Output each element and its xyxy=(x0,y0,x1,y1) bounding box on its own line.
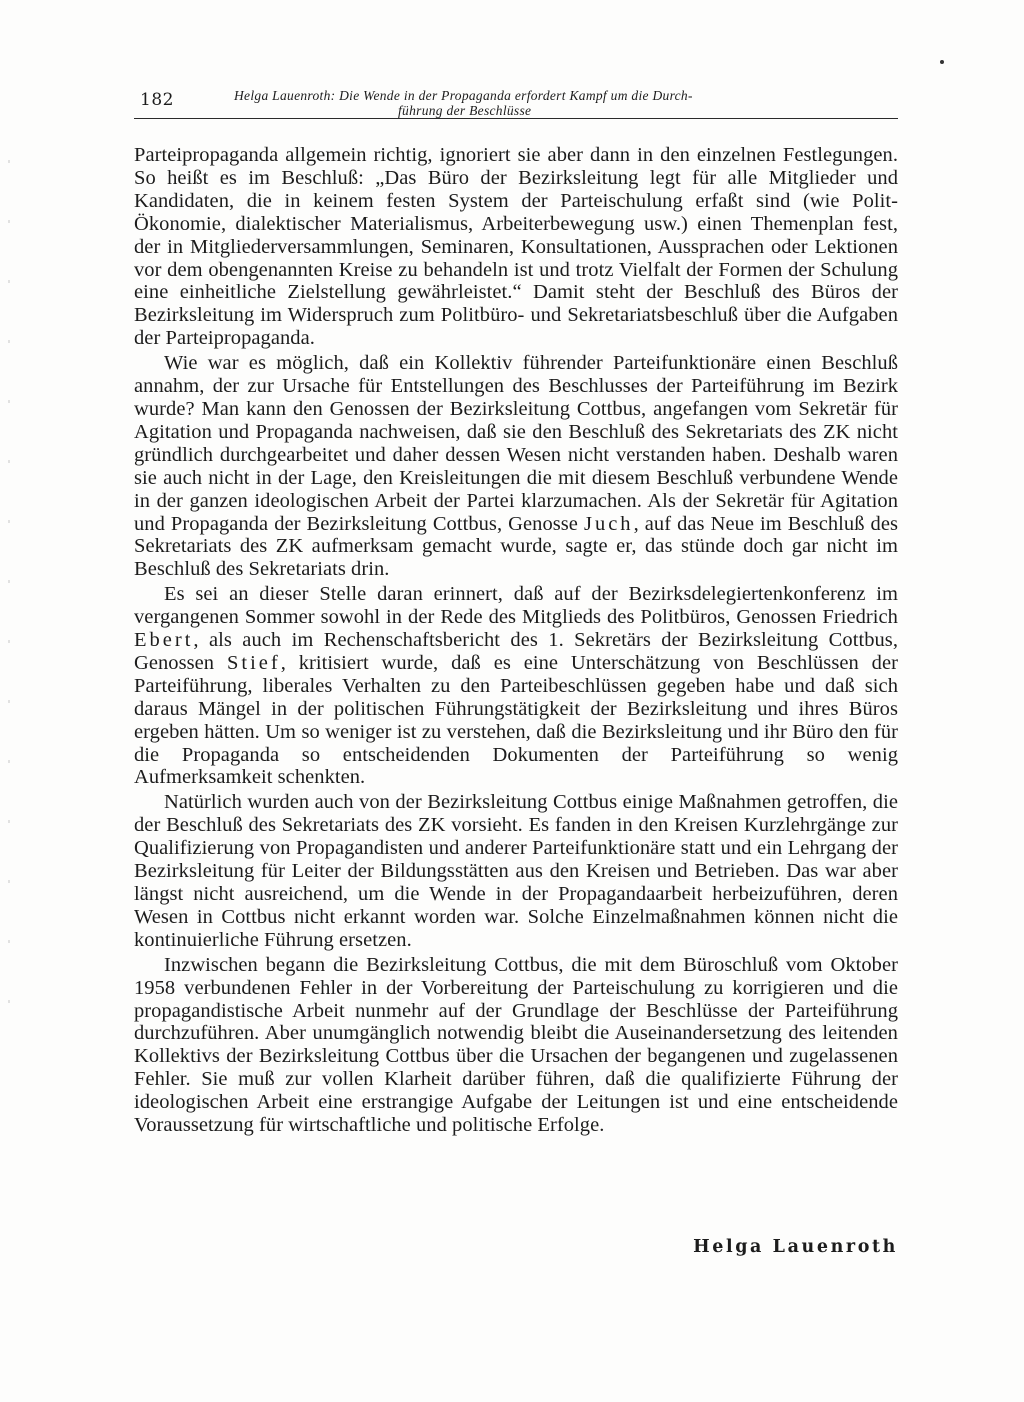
paragraph-text: , auf das Neue im Beschluß des Sekretariats des ZK aufmerksam gemacht wurde, sagte er, das stünde doch gar nicht im Beschluß des Sekretariats drin. xyxy=(134,512,898,581)
paragraph-text: , als auch im Rechenschaftsbericht des 1. Sekretärs der Bezirksleitung Cottbus, Genossen xyxy=(134,629,898,674)
running-header xyxy=(134,84,898,119)
paragraph-3 xyxy=(134,583,898,789)
running-title-line-1: Helga Lauenroth: Die Wende in der Propaganda erfordert Kampf um die Durch- xyxy=(234,88,693,103)
paragraph-1 xyxy=(134,144,898,350)
scan-margin-specks xyxy=(8,160,10,1060)
page-number: 182 xyxy=(140,90,174,110)
paragraph-2 xyxy=(134,352,898,581)
paragraph-text: , kritisiert wurde, daß es eine Unterschätzung von Beschlüssen der Parteiführung, liberales Verhalten zu den Parteibeschlüssen gegeben habe und daß sich daraus Mängel in der politischen Führungstätigkeit der Bezirksleitung und ihres Büros ergeben hätten. Um so weniger ist zu verstehen, daß die Bezirksleitung und ihr Büro den für die Propaganda so entscheidenden Dokumenten der Parteiführung so wenig Aufmerksamkeit schenkten. xyxy=(134,651,898,789)
running-title xyxy=(234,88,898,118)
paragraph-text: Parteipropaganda allgemein richtig, ignoriert sie aber dann in den einzelnen Festlegungen. So heißt es im Beschluß: „Das Büro der Bezirksleitung legt für alle Mitglieder und Kandidaten, die in keinem festen System der Parteischulung erfaßt sind (wie Polit-Ökonomie, dialektischer Materialismus, Arbeiterbewegung usw.) einen Themenplan fest, der in Mitgliederversammlungen, Seminaren, Konsultationen, Aussprachen oder Lektionen vor dem obengenannten Kreise zu behandeln ist und trotz Vielfalt der Formen der Schulung eine einheitliche Zielstellung gewährleistet.“ Damit steht der Beschluß des Büros der Bezirksleitung im Widerspruch zum Politbüro- und Sekretariatsbeschluß über die Aufgaben der Parteipropaganda. xyxy=(134,144,898,350)
spaced-name-ebert: Ebert xyxy=(134,629,194,652)
paragraph-5 xyxy=(134,954,898,1137)
author-signature: Helga Lauenroth xyxy=(693,1237,898,1257)
paragraph-4 xyxy=(134,791,898,951)
paragraph-text: Inzwischen begann die Bezirksleitung Cottbus, die mit dem Büroschluß vom Oktober 1958 verbundenen Fehler in der Vorbereitung der Parteischulung zu korrigieren und die propagandistische Arbeit nunmehr auf der Grundlage der Beschlüsse der Parteiführung durchzuführen. Aber unumgänglich notwendig bleibt die Auseinandersetzung des leitenden Kollektivs der Bezirksleitung Cottbus über die Ursachen der begangenen und zugelassenen Fehler. Sie muß zur vollen Klarheit darüber führen, daß die qualifizierte Führung der ideologischen Arbeit eine erstrangige Aufgabe der Leitungen ist und eine entscheidende Voraussetzung für wirtschaftliche und politische Erfolge. xyxy=(134,953,898,1137)
article-body xyxy=(134,144,898,1139)
paragraph-text: Es sei an dieser Stelle daran erinnert, daß auf der Bezirksdelegiertenkonferenz im vergangenen Sommer sowohl in der Rede des Mitglieds des Politbüros, Genossen Friedrich xyxy=(134,583,898,629)
paragraph-text: Natürlich wurden auch von der Bezirksleitung Cottbus einige Maßnahmen getroffen, die der Beschluß des Sekretariats des ZK vorsieht. Es fanden in den Kreisen Kurzlehrgänge zur Qualifizierung von Propagandisten und anderer Parteifunktionäre statt und ein Lehrgang der Bezirksleitung für Leiter der Bildungsstätten aus den Kreisen und Betrieben. Das war aber längst nicht ausreichend, um die Wende in der Propagandaarbeit herbeizuführen, deren Wesen in Cottbus nicht erkannt worden war. Solche Einzelmaßnahmen können nicht die kontinuierliche Führung ersetzen. xyxy=(134,791,898,951)
spaced-name-stief: Stief xyxy=(226,651,281,674)
paragraph-text: Wie war es möglich, daß ein Kollektiv führender Parteifunktionäre einen Beschluß annahm, der zur Ursache für Entstellungen des Beschlusses der Parteiführung im Bezirk wurde? Man kann den Genossen der Bezirksleitung Cottbus, angefangen vom Sekretär für Agitation und Propaganda nachweisen, daß sie den Beschluß des Sekretariats des ZK nicht gründlich durchgearbeitet und daher dessen Wesen nicht verstanden haben. Deshalb waren sie auch nicht in der Lage, den Kreisleitungen die mit diesem Beschluß verbundene Wende in der ganzen ideologischen Arbeit der Partei klarzumachen. Als der Sekretär für Agitation und Propaganda der Bezirksleitung Cottbus, Genosse xyxy=(134,352,898,535)
running-title-line-2: führung der Beschlüsse xyxy=(398,103,532,118)
scan-speck xyxy=(940,60,944,64)
spaced-name-juch: Juch xyxy=(583,512,634,535)
